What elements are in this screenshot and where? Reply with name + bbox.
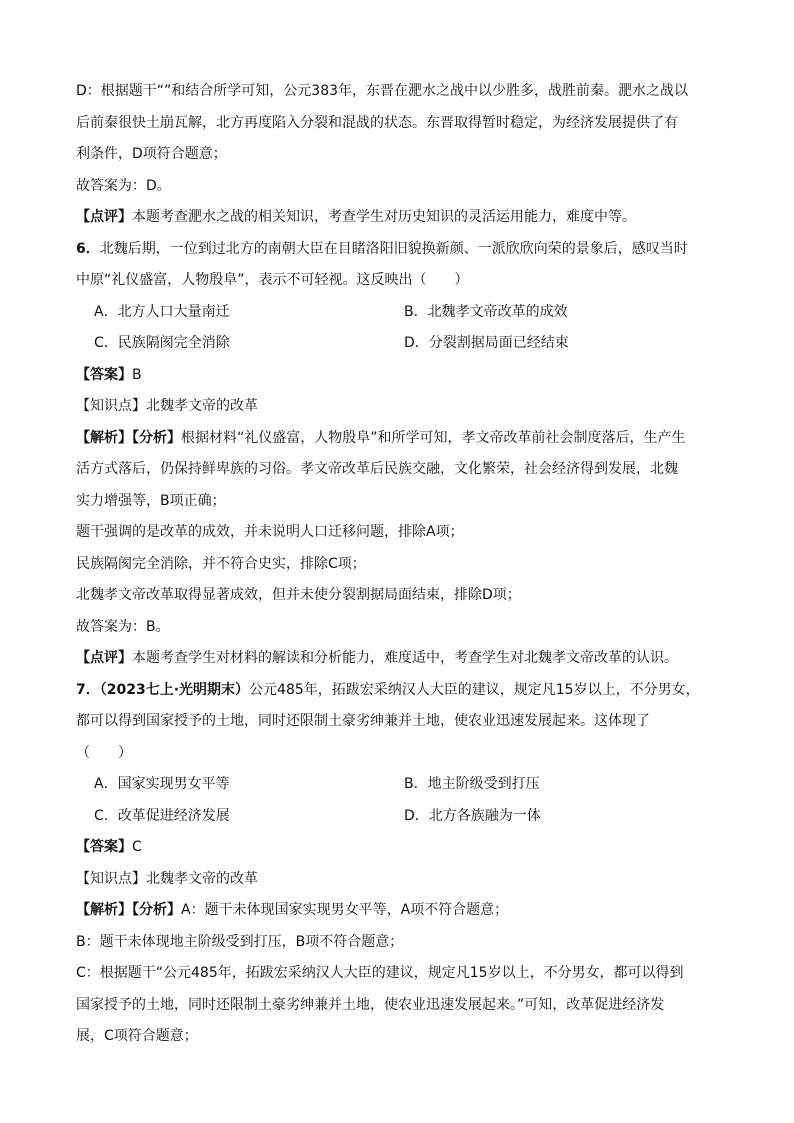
q7-option-row [76,801,722,833]
option-b: B．北魏孝文帝改革的成效 [404,303,568,320]
question-number: 6． [76,240,100,257]
q6-analysis-line [76,423,722,455]
option-a: A．国家实现男女平等 [94,776,230,792]
comment-text: 本题考查学生对材料的解读和分析能力，难度适中，考查学生对北魏孝文帝改革的认识。 [132,650,678,666]
question-stem-text: 公元485年，拓跋宏采纳汉人大臣的建议，规定凡15岁以上，不分男女， [249,681,700,698]
option-b: B．地主阶级受到打压 [404,776,540,792]
option-d: D．北方各族融为一体 [404,807,541,824]
option-c: C．民族隔阂完全消除 [94,335,230,351]
q6-analysis-line: 故答案为：B。 [76,618,170,635]
q6-stem-line: 中原“礼仪盛富，人物殷阜”，表示不可轻视。这反映出（ ） [76,272,469,288]
q6-stem-line [76,234,722,266]
answer-value: C [132,839,142,855]
q6-analysis-line: 活方式落后，仍保持鲜卑族的习俗。孝文帝改革后民族交融，文化繁荣，社会经济得到发展，北魏 [76,461,678,477]
q7-stem-line: 都可以得到国家授予的土地，同时还限制土豪劣绅兼并土地，使农业迅速发展起来。这体现了 [76,713,650,729]
knowledge-point-tag: 【知识点】 [76,870,146,887]
q7-analysis-line [76,895,722,927]
q6-analysis-line: 实力增强等，B项正确； [76,492,226,509]
q6-analysis-line: 民族隔阂完全消除，并不符合史实，排除C项； [76,555,366,572]
q6-comment [76,643,722,675]
knowledge-point-text: 北魏孝文帝的改革 [146,870,258,887]
comment-tag: 【点评】 [76,209,132,225]
answer-value: B [132,366,142,383]
q7-analysis-line: 展，C项符合题意； [76,1028,198,1044]
document-page [76,76,722,1053]
q6-option-row [76,328,722,360]
q6-option-row [76,297,722,329]
q7-analysis-line: 国家授予的土地，同时还限制土豪劣绅兼并土地，使农业迅速发展起来。”可知，改革促进经济发 [76,996,665,1013]
comment-tag: 【点评】 [76,650,132,666]
comment-text: 本题考查淝水之战的相关知识，考查学生对历史知识的灵活运用能力，难度中等。 [132,209,636,225]
q6-knowledge-point [76,391,722,423]
q6-answer [76,360,722,392]
q5-analysis-line: 后前秦很快土崩瓦解，北方再度陷入分裂和混战的状态。东晋取得暂时稳定，为经济发展提供了有 [76,114,678,131]
q7-knowledge-point [76,864,722,896]
q5-analysis-line: D：根据题干“”和结合所学可知，公元383年，东晋在淝水之战中以少胜多，战胜前秦。淝水之战以 [76,83,689,99]
analysis-tag: 【解析】【分析】 [76,902,181,918]
knowledge-point-text: 北魏孝文帝的改革 [146,398,258,414]
analysis-text: 根据材料“礼仪盛富，人物殷阜”和所学可知，孝文帝改革前社会制度落后，生产生 [181,429,686,446]
q7-analysis-line: B：题干未体现地主阶级受到打压，B项不符合题意； [76,933,404,950]
q7-stem-line [76,675,722,707]
analysis-text: A：题干未体现国家实现男女平等，A项不符合题意； [181,902,509,918]
question-source: （2023七上·光明期末） [99,681,250,698]
q5-comment [76,202,722,234]
answer-tag: 【答案】 [76,366,132,383]
option-c: C．改革促进经济发展 [94,807,230,824]
q7-analysis-line: C：根据题干“公元485年，拓跋宏采纳汉人大臣的建议，规定凡15岁以上，不分男女，都可以得到 [76,965,684,981]
q5-conclusion: 故答案为：D。 [76,177,171,194]
option-a: A．北方人口大量南迁 [94,303,230,320]
analysis-tag: 【解析】【分析】 [76,429,181,446]
question-stem-text: 北魏后期，一位到过北方的南朝大臣在目睹洛阳旧貌换新颜、一派欣欣向荣的景象后，感叹当时 [99,240,688,257]
knowledge-point-tag: 【知识点】 [76,398,146,414]
q6-analysis-line: 北魏孝文帝改革取得显著成效，但并未使分裂割据局面结束，排除D项； [76,587,521,603]
q7-answer [76,832,722,864]
q7-option-row [76,769,722,801]
option-d: D．分裂割据局面已经结束 [404,335,569,351]
question-number: 7． [76,681,100,698]
q5-analysis-line: 利条件，D项符合题意； [76,146,227,162]
answer-tag: 【答案】 [76,839,132,855]
q7-stem-line: （ ） [76,744,132,761]
q6-analysis-line: 题干强调的是改革的成效，并未说明人口迁移问题，排除A项； [76,524,464,540]
